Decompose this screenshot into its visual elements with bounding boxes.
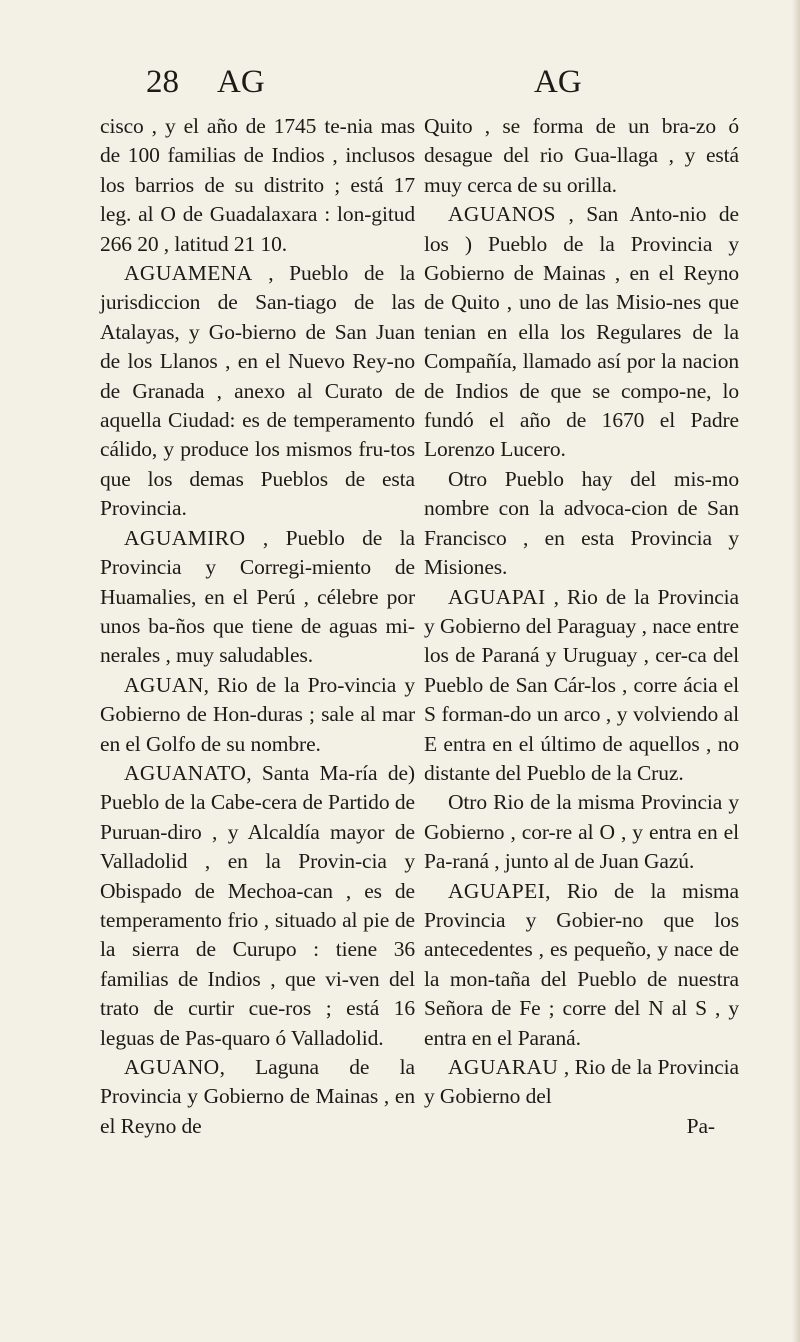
dictionary-entry xyxy=(424,583,739,789)
left-text-column xyxy=(100,112,415,1141)
entry-text: , Rio de la misma Provincia y Gobier-no que los antecedentes , es pequeño, y nace de la mon-taña del Pueblo de nuestra Señora de Fe ; corre del N al S , y entra en el Paraná. xyxy=(424,878,739,1050)
dictionary-entry xyxy=(100,671,415,759)
entry-text: , Rio de la Provincia y Gobierno del xyxy=(424,1055,739,1109)
running-head-left: AG xyxy=(217,64,265,100)
entry-text: , San Anto-nio de los ) Pueblo de la Provincia y Gobierno de Mainas , en el Reyno de Quito , uno de las Misio-nes que tenian en ella los Regulares de la Compañía, llamado así por la nacion de Indios de que se compo-ne, lo fundó el año de 1670 el Padre Lorenzo Lucero. xyxy=(424,202,739,462)
entry-text: Otro Rio de la misma Provincia y Gobierno , cor-re al O , y entra en el Pa-raná , junto al de Juan Gazú. xyxy=(424,790,739,874)
dictionary-entry xyxy=(100,524,415,671)
entry-headword: AGUAPEI xyxy=(448,878,546,903)
entry-text: cisco , y el año de 1745 te-nia mas de 100 familias de Indios , inclusos los barrios de su distrito ; está 17 leg. al O de Guadalaxara : lon-gitud 266 20 , latitud 21 10. xyxy=(100,114,415,256)
entry-text: , Rio de la Pro-vincia y Gobierno de Hon-duras ; sale al mar en el Golfo de su nombre. xyxy=(100,672,415,756)
entry-headword: AGUARAU xyxy=(448,1055,559,1079)
dictionary-entry xyxy=(100,759,415,1053)
running-head-right: AG xyxy=(534,64,582,100)
entry-headword: AGUAMIRO xyxy=(124,525,246,550)
entry-text: Quito , se forma de un bra-zo ó desague del rio Gua-llaga , y está muy cerca de su orilla. xyxy=(424,114,739,197)
catchword: Pa- xyxy=(686,1113,715,1138)
page-edge-shadow xyxy=(792,0,800,1342)
entry-text: , Laguna de la Provincia y Gobierno de Mainas , en el Reyno de xyxy=(100,1055,415,1138)
right-text-column xyxy=(424,112,739,1141)
entry-headword: AGUANATO xyxy=(124,760,247,785)
dictionary-entry xyxy=(100,259,415,524)
entry-text: , Pueblo de la jurisdiccion de San-tiago de las Atalayas, y Go-bierno de San Juan de los Llanos , en el Nuevo Rey-no de Granada , anexo al Curato de aquella Ciudad: es de temperamento cálido, y produce los mismos fru-tos que los demas Pueblos de esta Provincia. xyxy=(100,261,415,521)
entry-text: , Santa Ma-ría de) Pueblo de la Cabe-cera de Partido de Puruan-diro , y Alcaldía mayor de Valladolid , en la Provin-cia y Obispado de Mechoa-can , es de temperamento frio , situado al pie de la sierra de Curupo : tiene 36 familias de Indios , que vi-ven del trato de curtir cue-ros ; está 16 leguas de Pas-quaro ó Valladolid. xyxy=(100,760,415,1050)
page-number: 28 xyxy=(146,64,179,100)
entry-text: , Pueblo de la Provincia y Corregi-miento de Huamalies, en el Perú , célebre por unos ba-ños que tiene de aguas mi-nerales , muy saludables. xyxy=(100,525,415,668)
dictionary-entry xyxy=(424,877,739,1053)
entry-paragraph xyxy=(424,465,739,583)
entry-paragraph xyxy=(424,788,739,876)
entry-headword: AGUANO xyxy=(124,1055,220,1079)
entry-text: , Rio de la Provincia y Gobierno del Paraguay , nace entre los de Paraná y Uruguay , cer-ca del Pueblo de San Cár-los , corre ácia el S forman-do un arco , y volviendo al E entra en el último de aquellos , no distante del Pueblo de la Cruz. xyxy=(424,584,739,785)
dictionary-entry xyxy=(424,200,739,465)
entry-headword: AGUAN xyxy=(124,672,204,697)
entry-text: Otro Pueblo hay del mis-mo nombre con la advoca-cion de San Francisco , en esta Provincia y Misiones. xyxy=(424,466,739,580)
dictionary-entry xyxy=(100,1053,415,1141)
entry-continuation xyxy=(100,112,415,259)
entry-headword: AGUANOS xyxy=(448,202,556,227)
dictionary-entry xyxy=(424,1053,739,1112)
entry-headword: AGUAMENA xyxy=(124,261,253,286)
entry-headword: AGUAPAI xyxy=(448,584,546,609)
entry-continuation xyxy=(424,112,739,200)
